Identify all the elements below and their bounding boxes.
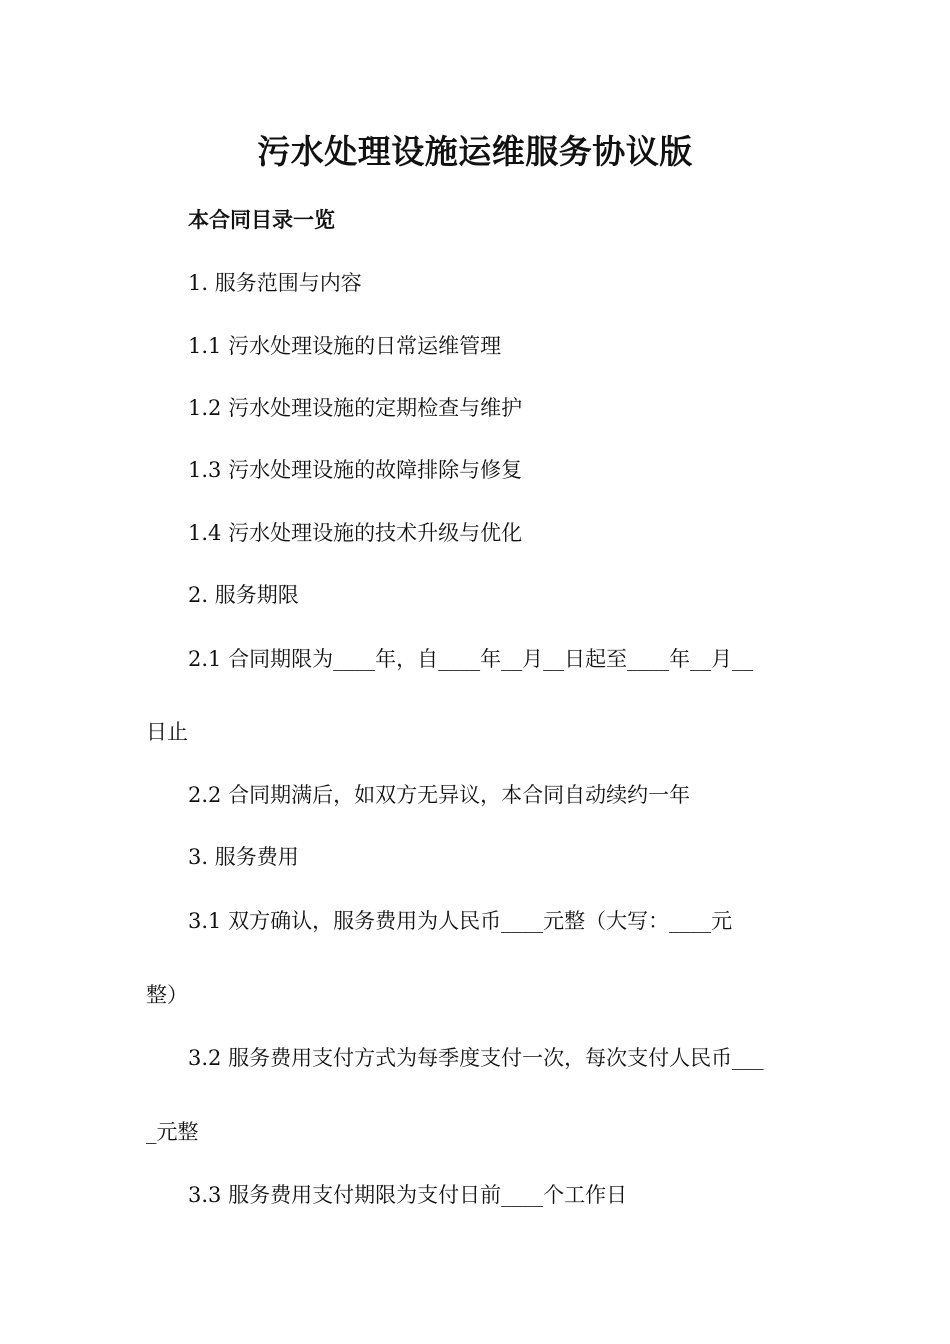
toc-item-2-1-continued: 日止 bbox=[146, 720, 188, 744]
toc-item-1: 1. 服务范围与内容 bbox=[188, 271, 362, 295]
toc-heading: 本合同目录一览 bbox=[188, 207, 335, 232]
toc-item-1-4: 1.4 污水处理设施的技术升级与优化 bbox=[188, 521, 523, 545]
document-title: 污水处理设施运维服务协议版 bbox=[257, 132, 693, 171]
toc-item-2-2: 2.2 合同期满后，如双方无异议，本合同自动续约一年 bbox=[188, 783, 691, 807]
toc-item-1-3: 1.3 污水处理设施的故障排除与修复 bbox=[188, 458, 523, 482]
toc-item-2-1: 2.1 合同期限为____年，自____年__月__日起至____年__月__ bbox=[188, 647, 754, 671]
toc-item-3-2-continued: _元整 bbox=[146, 1120, 199, 1144]
toc-item-3-2: 3.2 服务费用支付方式为每季度支付一次，每次支付人民币___ bbox=[188, 1046, 764, 1070]
toc-item-3-3: 3.3 服务费用支付期限为支付日前____个工作日 bbox=[188, 1183, 628, 1207]
toc-item-3-1: 3.1 双方确认，服务费用为人民币____元整（大写：____元 bbox=[188, 909, 733, 933]
toc-item-1-2: 1.2 污水处理设施的定期检查与维护 bbox=[188, 396, 523, 420]
toc-item-3: 3. 服务费用 bbox=[188, 845, 299, 869]
toc-item-3-1-continued: 整） bbox=[146, 983, 188, 1007]
toc-item-2: 2. 服务期限 bbox=[188, 583, 299, 607]
toc-item-1-1: 1.1 污水处理设施的日常运维管理 bbox=[188, 334, 502, 358]
